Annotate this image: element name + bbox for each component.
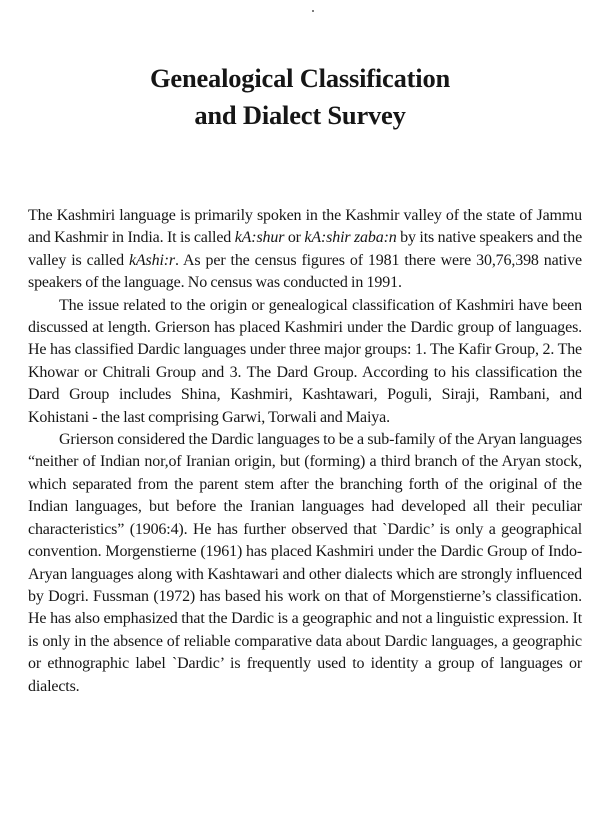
paragraph-1-text-c: by its native speakers and the valley is called [28, 229, 583, 269]
paragraph-3-text: Grierson considered the Dardic languages to be a sub-family of the Aryan languages “neither of Indian nor,of Iranian origin, but (forming) a third branch of the Aryan stock, which separated from the parent stem after the branching forth of the original of the Indian languages, but before the Iranian languages had developed all their peculiar characteristics” (1906:4). He has further observed that `Dardic’ is only a geographical convention. Morgenstierne (1961) has placed Kashmiri under the Dardic Group of Indo-Aryan languages along with Kashtawari and other dialects which are strongly influenced by Dogri. Fussman (1972) has based his work on that of Morgenstierne’s classification. He has also emphasized that the Dardic is a geographic and not a linguistic expression. It is only in the absence of reliable comparative data about Dardic languages, a geographic or ethnographic label `Dardic’ is frequently used to identity a group of languages or dialects. [28, 431, 582, 695]
paragraph-3 [28, 429, 582, 698]
chapter-title [0, 60, 600, 134]
term-kashir: kAshi:r [128, 251, 176, 269]
term-ka-shir-zaban: kA:shir zaba:n [304, 229, 397, 247]
chapter-title-line-1: Genealogical Classification [149, 63, 451, 93]
chapter-title-line-2: and Dialect Survey [194, 100, 406, 130]
body-text [28, 205, 582, 698]
paragraph-2 [28, 295, 582, 429]
paragraph-1-text-a: The Kashmiri language is primarily spoken in the Kashmir valley of the state of Jammu and Kashmir in India. It is called [28, 207, 582, 247]
term-ka-shur: kA:shur [234, 229, 285, 247]
paragraph-2-text: The issue related to the origin or genealogical classification of Kashmiri have been discussed at length. Grierson has placed Kashmiri under the Dardic group of languages. He has classified Dardic languages under three major groups: 1. The Kafir Group, 2. The Khowar or Chitrali Group and 3. The Dard Group. According to his classification the Dard Group includes Shina, Kashmiri, Kashtawari, Poguli, Siraji, Rambani, and Kohistani - the last comprising Garwi, Torwali and Maiya. [28, 296, 582, 426]
paragraph-1 [28, 205, 582, 295]
page-speck [312, 10, 314, 12]
paragraph-1-text-b: or [284, 229, 305, 247]
paragraph-1-text-d: . As per the census figures of 1981 there were 30,76,398 native speakers of the language. No census was conducted in 1991. [28, 251, 582, 292]
